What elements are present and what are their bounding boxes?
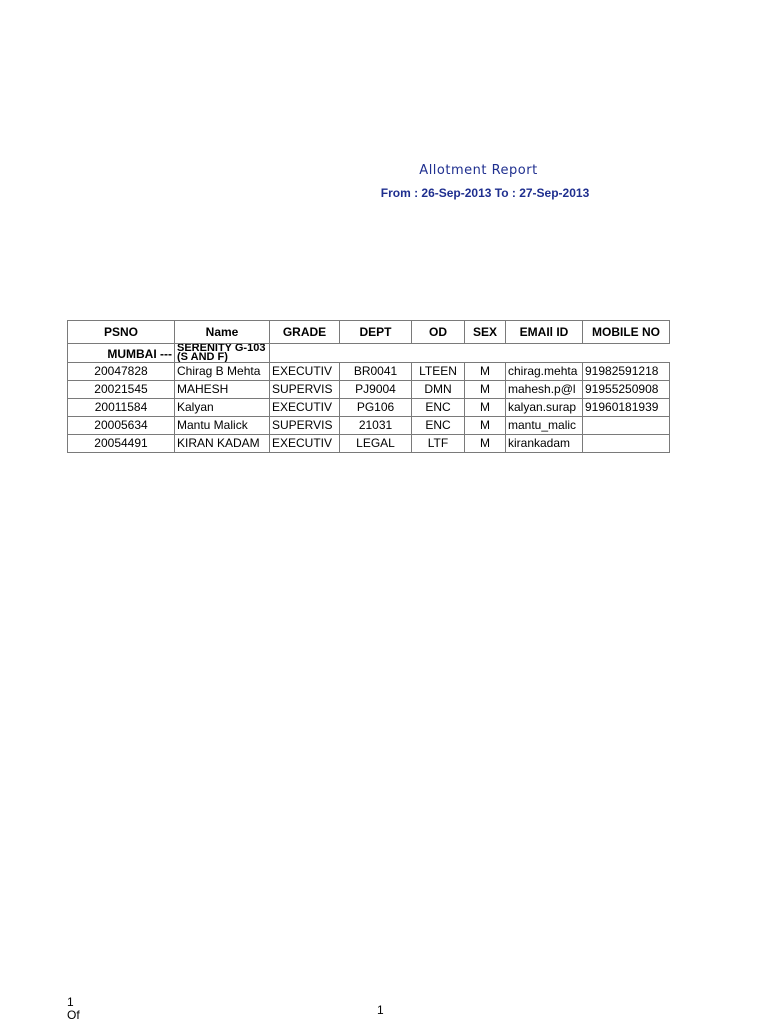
- group-location: MUMBAI ---: [68, 344, 175, 363]
- cell-psno: 20021545: [68, 381, 175, 399]
- cell-name: Mantu Malick: [175, 417, 270, 435]
- footer-page-indicator: [67, 996, 80, 1022]
- group-blank-cell: [412, 344, 465, 363]
- cell-sex: M: [465, 417, 506, 435]
- group-blank-cell: [506, 344, 583, 363]
- column-header-email: EMAIl ID: [506, 321, 583, 344]
- cell-grade: SUPERVIS: [270, 381, 340, 399]
- cell-psno: 20005634: [68, 417, 175, 435]
- cell-dept: PG106: [340, 399, 412, 417]
- footer-of-label: Of: [67, 1008, 80, 1022]
- cell-grade: EXECUTIV: [270, 399, 340, 417]
- table-row: [68, 399, 670, 417]
- table-row: [68, 435, 670, 453]
- cell-grade: EXECUTIV: [270, 435, 340, 453]
- group-blank-cell: [270, 344, 340, 363]
- column-header-mobile: MOBILE NO: [583, 321, 670, 344]
- cell-sex: M: [465, 435, 506, 453]
- cell-email: mantu_malic: [506, 417, 583, 435]
- cell-email: kalyan.surap: [506, 399, 583, 417]
- footer-page-number: 1: [67, 995, 74, 1009]
- footer-center-page-number: 1: [377, 1003, 384, 1017]
- cell-grade: SUPERVIS: [270, 417, 340, 435]
- column-header-name: Name: [175, 321, 270, 344]
- cell-sex: M: [465, 381, 506, 399]
- cell-od: DMN: [412, 381, 465, 399]
- table-row: [68, 363, 670, 381]
- cell-psno: 20054491: [68, 435, 175, 453]
- cell-mobile: 91982591218: [583, 363, 670, 381]
- cell-sex: M: [465, 363, 506, 381]
- cell-name: KIRAN KADAM: [175, 435, 270, 453]
- cell-email: kirankadam: [506, 435, 583, 453]
- group-blank-cell: [340, 344, 412, 363]
- column-header-dept: DEPT: [340, 321, 412, 344]
- table-row: [68, 417, 670, 435]
- cell-dept: 21031: [340, 417, 412, 435]
- cell-od: ENC: [412, 399, 465, 417]
- cell-mobile: 91960181939: [583, 399, 670, 417]
- cell-od: ENC: [412, 417, 465, 435]
- cell-grade: EXECUTIV: [270, 363, 340, 381]
- column-header-sex: SEX: [465, 321, 506, 344]
- cell-email: mahesh.p@l: [506, 381, 583, 399]
- cell-name: Kalyan: [175, 399, 270, 417]
- report-date-range: From : 26-Sep-2013 To : 27-Sep-2013: [380, 186, 590, 200]
- column-header-grade: GRADE: [270, 321, 340, 344]
- cell-sex: M: [465, 399, 506, 417]
- cell-psno: 20047828: [68, 363, 175, 381]
- group-blank-cell: [465, 344, 506, 363]
- cell-od: LTEEN: [412, 363, 465, 381]
- cell-mobile: 91955250908: [583, 381, 670, 399]
- cell-dept: LEGAL: [340, 435, 412, 453]
- cell-dept: PJ9004: [340, 381, 412, 399]
- cell-od: LTF: [412, 435, 465, 453]
- group-blank-cell: [583, 344, 670, 363]
- group-row: [68, 344, 670, 363]
- cell-email: chirag.mehta: [506, 363, 583, 381]
- cell-name: Chirag B Mehta: [175, 363, 270, 381]
- cell-mobile: [583, 417, 670, 435]
- column-header-od: OD: [412, 321, 465, 344]
- cell-dept: BR0041: [340, 363, 412, 381]
- group-name: SERENITY G-103 (S AND F): [175, 344, 270, 363]
- column-header-psno: PSNO: [68, 321, 175, 344]
- cell-name: MAHESH: [175, 381, 270, 399]
- table-header-row: [68, 321, 670, 344]
- cell-mobile: [583, 435, 670, 453]
- allotment-table: [67, 320, 670, 453]
- cell-psno: 20011584: [68, 399, 175, 417]
- report-title: Allotment Report: [419, 163, 538, 178]
- table-row: [68, 381, 670, 399]
